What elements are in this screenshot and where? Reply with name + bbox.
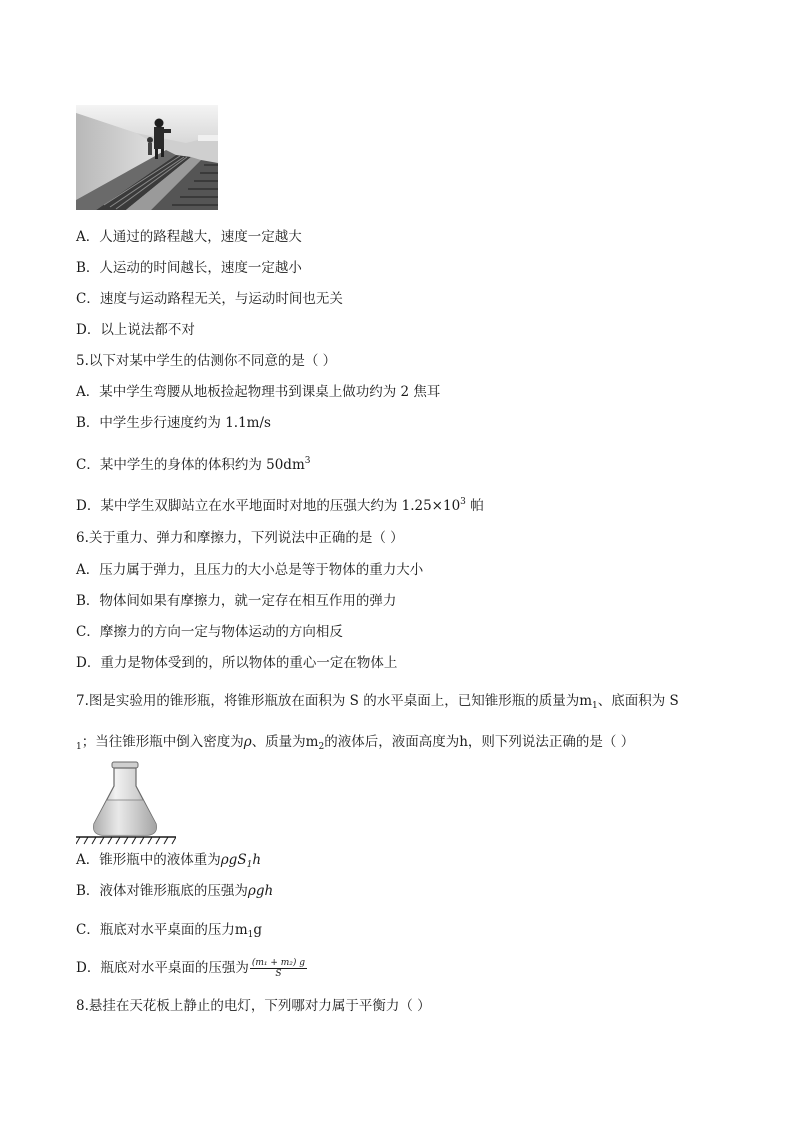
q7-option-c-end: g [253, 922, 263, 938]
q6-option-b: B．物体间如果有摩擦力，就一定存在相互作用的弹力 [76, 593, 397, 609]
q7-stem1-sub: 1 [592, 701, 598, 711]
q7-option-b-math: ρgh [247, 883, 274, 899]
q7-stem2-b: 、质量为m [251, 734, 319, 750]
q5-option-d-exponent: 3 [460, 497, 466, 507]
q7-stem2-c: 的液体后，液面高度为h，则下列说法正确的是（ ） [324, 734, 635, 750]
q5-stem: 5.以下对某中学生的估测你不同意的是（ ） [76, 353, 337, 369]
q7-option-a-math-sub: 1 [246, 860, 253, 870]
q7-option-c-sub: 1 [247, 930, 254, 940]
q7-stem1-end: 、底面积为 S [597, 693, 679, 709]
q5-option-d-text: D．某中学生双脚站立在水平地面时对地的压强大约为 1.25×10 [76, 498, 461, 514]
q4-option-c: C．速度与运动路程无关，与运动时间也无关 [76, 291, 343, 307]
q7-stem2-sub2: 2 [318, 742, 325, 752]
q7-option-b-text: B．液体对锥形瓶底的压强为 [76, 883, 248, 899]
q5-option-a: A．某中学生弯腰从地板捡起物理书到课桌上做功约为 2 焦耳 [76, 384, 441, 400]
q7-stem-line1 [76, 692, 679, 715]
escalator-photo [76, 105, 218, 210]
q7-option-a-math: ρgS [220, 852, 247, 868]
q7-option-a-text: A．锥形瓶中的液体重为 [76, 852, 221, 868]
q6-option-d: D．重力是物体受到的，所以物体的重心一定在物体上 [76, 655, 398, 671]
q4-option-b: B．人运动的时间越长，速度一定越小 [76, 260, 302, 276]
q7-option-a [76, 851, 261, 874]
q7-option-d-denominator: S [275, 969, 282, 979]
q7-option-c [76, 921, 262, 944]
q6-option-c: C．摩擦力的方向一定与物体运动的方向相反 [76, 624, 343, 640]
q7-stem2-a: ；当往锥形瓶中倒入密度为 [81, 734, 244, 750]
q4-option-a: A．人通过的路程越大，速度一定越大 [76, 229, 302, 245]
q7-stem-line2 [76, 733, 634, 756]
q5-option-d [76, 493, 484, 515]
q5-option-b: B．中学生步行速度约为 1.1m/s [76, 415, 271, 431]
q4-option-d: D．以上说法都不对 [76, 322, 195, 338]
q7-option-d-text: D．瓶底对水平桌面的压强为 [76, 960, 249, 976]
q6-option-a: A．压力属于弹力，且压力的大小总是等于物体的重力大小 [76, 562, 424, 578]
q8-stem: 8.悬挂在天花板上静止的电灯，下列哪对力属于平衡力（ ） [76, 998, 431, 1014]
q5-option-c-exponent: 3 [304, 456, 311, 466]
q7-rho-symbol: ρ [243, 734, 252, 750]
q6-stem: 6.关于重力、弹力和摩擦力，下列说法中正确的是（ ） [76, 530, 404, 546]
q5-option-c [76, 452, 310, 474]
q7-option-c-text: C．瓶底对水平桌面的压力m [76, 922, 248, 938]
q7-option-d-numerator: (m₁ + m₂) g [251, 958, 306, 968]
q7-option-d [76, 958, 307, 979]
conical-flask-figure [76, 760, 176, 846]
q5-option-d-unit: 帕 [465, 498, 484, 514]
q7-option-d-fraction [250, 958, 307, 979]
q7-option-a-math-end: h [252, 852, 262, 868]
q7-stem1-text: 7.图是实验用的锥形瓶，将锥形瓶放在面积为 S 的水平桌面上，已知锥形瓶的质量为m [76, 693, 593, 709]
q7-stem2-sub: 1 [76, 742, 82, 752]
q7-option-b [76, 882, 273, 900]
q5-option-c-text: C．某中学生的身体的体积约为 50dm [76, 457, 305, 473]
